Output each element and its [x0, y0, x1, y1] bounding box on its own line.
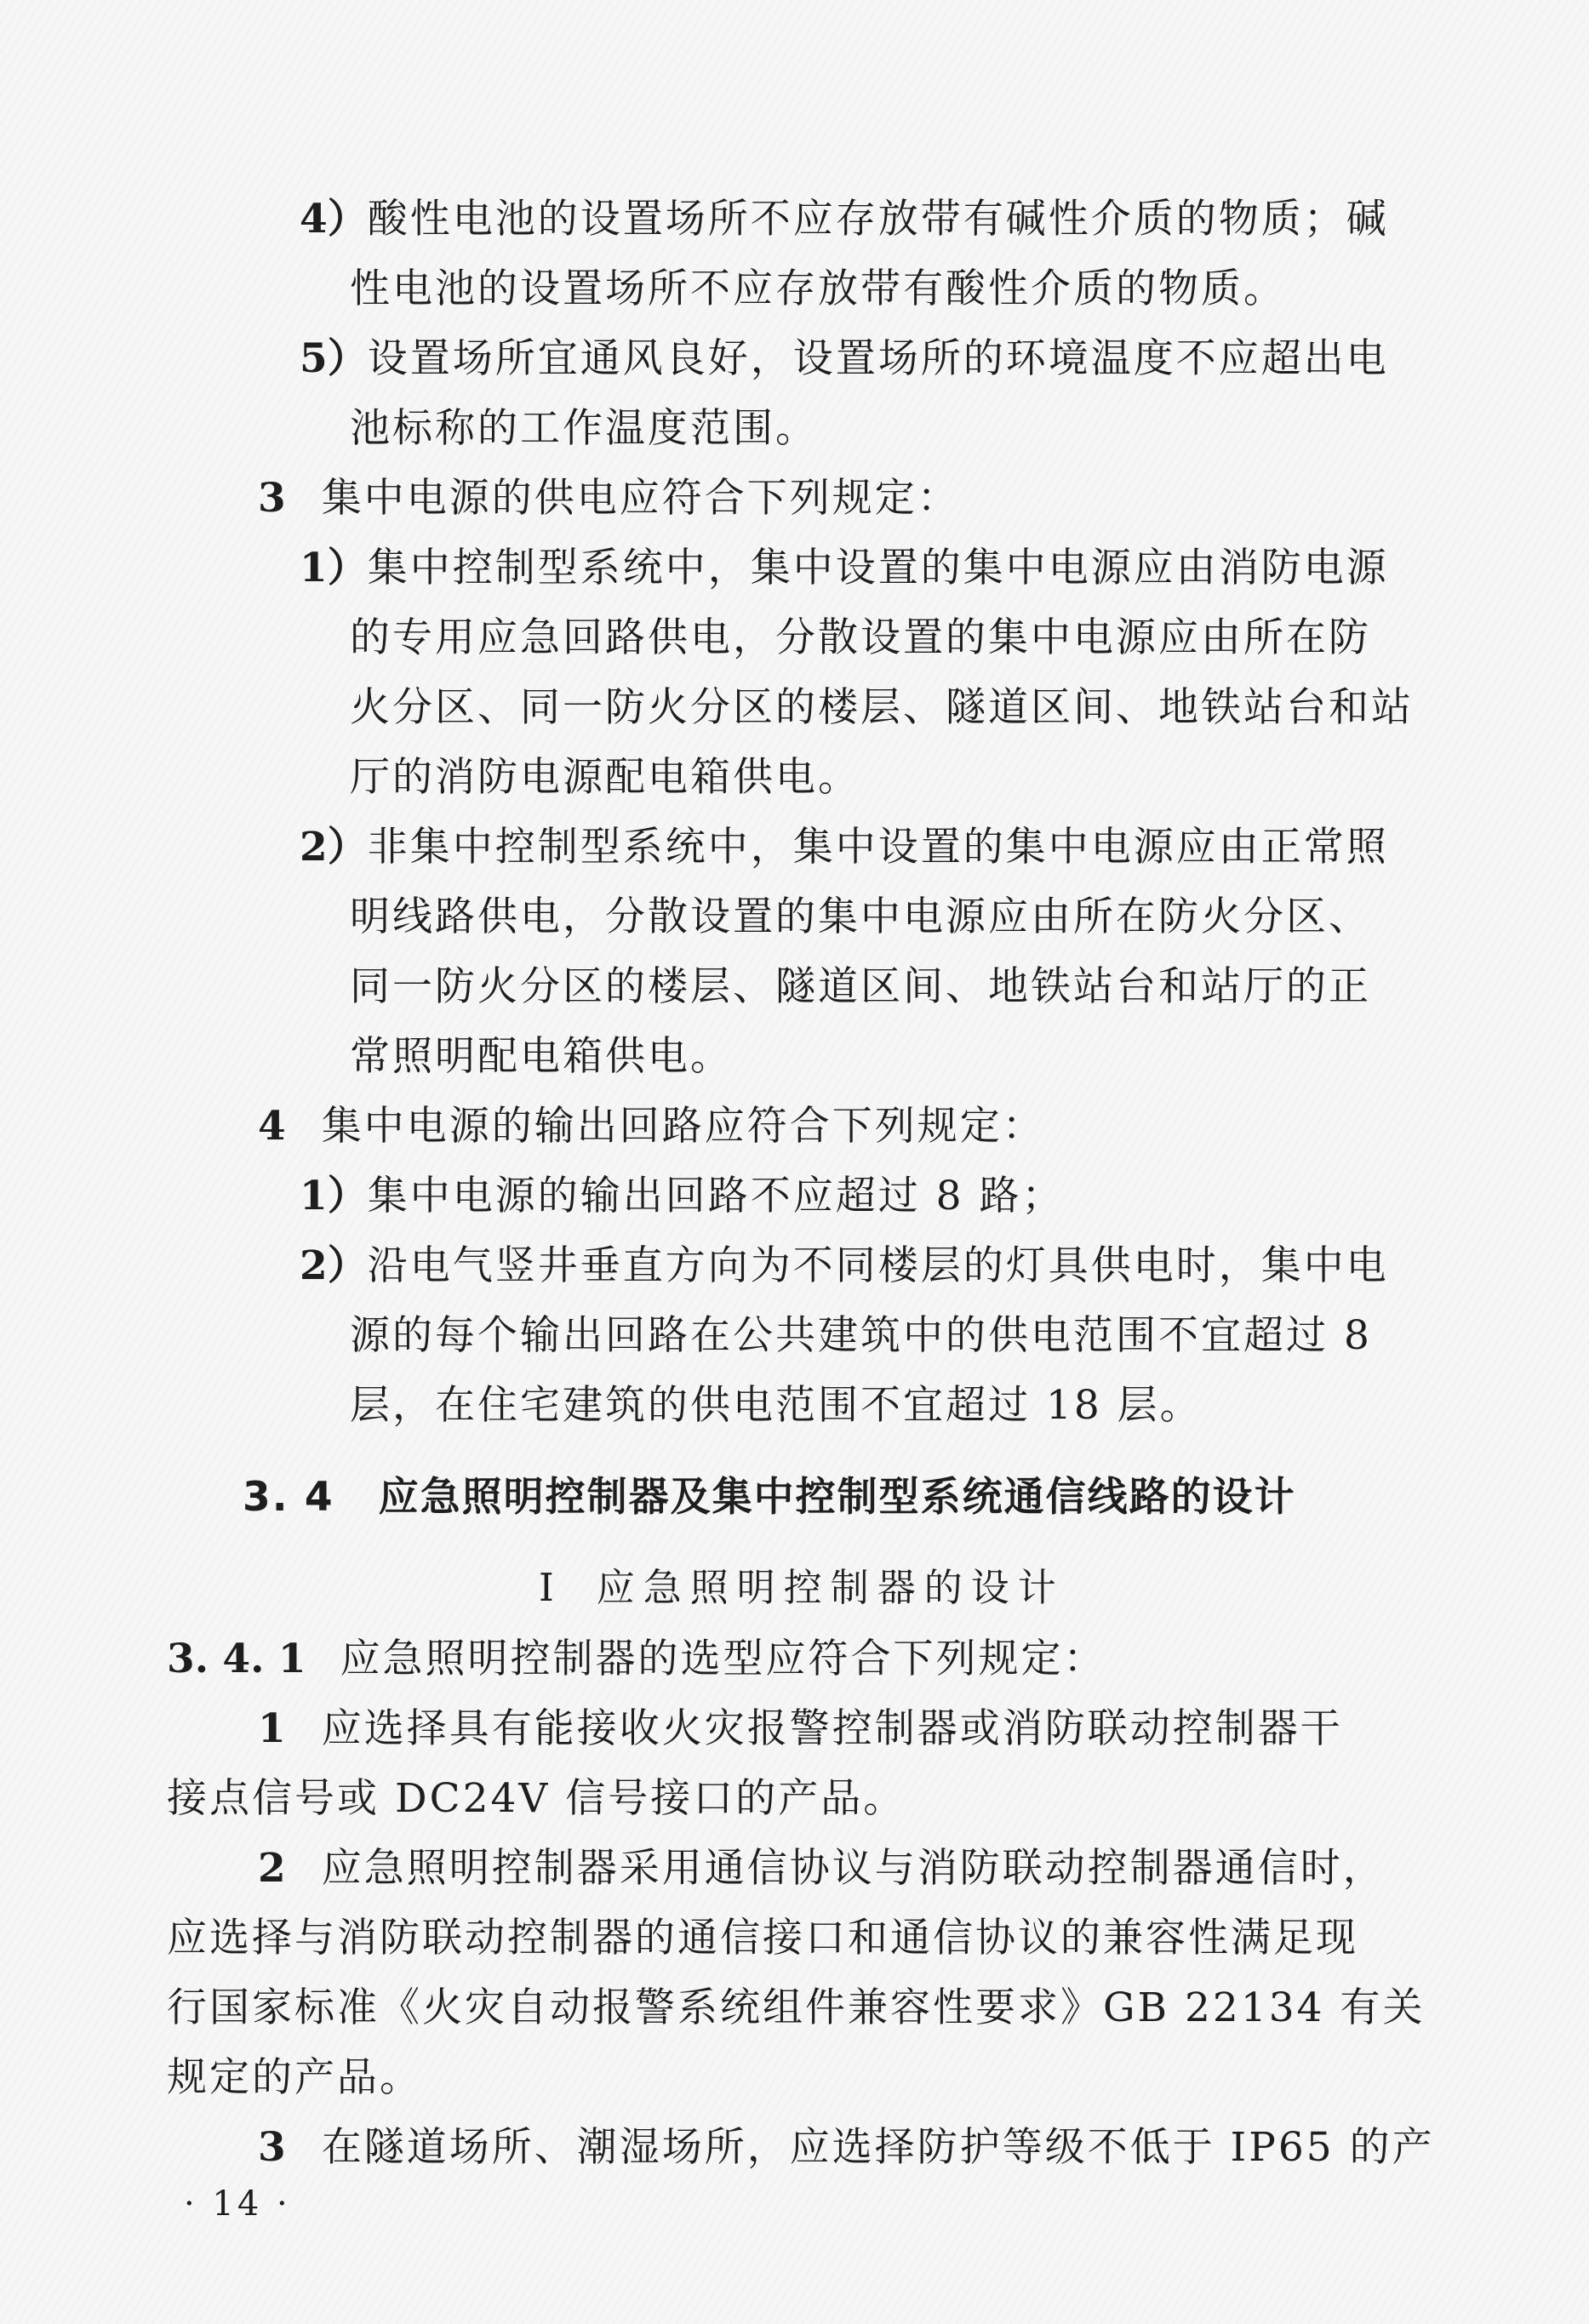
subsection-number: Ⅰ	[539, 1565, 563, 1610]
text-line: 常照明配电箱供电。	[350, 1033, 733, 1080]
item-number: 2	[258, 1845, 286, 1892]
subsection-heading	[539, 1562, 1065, 1613]
text-line: 池标称的工作温度范围。	[350, 405, 818, 452]
item-number: 2）	[300, 1242, 368, 1289]
text-line: 层，在住宅建筑的供电范围不宜超过 18 层。	[350, 1382, 1203, 1429]
text-line: 明线路供电，分散设置的集中电源应由所在防火分区、	[350, 894, 1371, 940]
item-text: 设置场所宜通风良好，设置场所的环境温度不应超出电	[367, 335, 1389, 382]
text-line: 厅的消防电源配电箱供电。	[350, 754, 860, 801]
text-line: 接点信号或 DC24V 信号接口的产品。	[167, 1775, 906, 1822]
list-item-5	[300, 334, 1389, 385]
item-text: 集中电源的供电应符合下列规定：	[321, 475, 960, 522]
text-line: 行国家标准《火灾自动报警系统组件兼容性要求》GB 22134 有关	[167, 1984, 1426, 2031]
list-item-3-1	[300, 543, 1389, 594]
section-heading	[243, 1472, 1296, 1523]
item-text: 非集中控制型系统中，集中设置的集中电源应由正常照	[367, 824, 1389, 871]
clause-paragraph-1	[258, 1704, 1343, 1755]
item-text: 集中电源的输出回路不应超过 8 路；	[367, 1173, 1065, 1219]
text-line: 源的每个输出回路在公共建筑中的供电范围不宜超过 8	[350, 1312, 1372, 1359]
text-line: 性电池的设置场所不应存放带有酸性介质的物质。	[350, 266, 1286, 312]
clause-paragraph-3	[258, 2122, 1435, 2173]
text-line: 应选择与消防联动控制器的通信接口和通信协议的兼容性满足现	[167, 1915, 1358, 1961]
item-number: 4	[258, 1103, 286, 1150]
list-item-4	[300, 194, 1389, 245]
subsection-title: 应急照明控制器的设计	[596, 1565, 1065, 1610]
clause-3-4-1	[167, 1634, 1106, 1685]
list-item-3-2	[300, 822, 1389, 873]
text-line: 的专用应急回路供电，分散设置的集中电源应由所在防	[350, 614, 1371, 661]
item-text: 集中电源的输出回路应符合下列规定：	[321, 1103, 1045, 1150]
clause-number: 3. 4. 1	[167, 1636, 306, 1682]
text-line: 同一防火分区的楼层、隧道区间、地铁站台和站厅的正	[350, 963, 1371, 1010]
list-item-4-2	[300, 1241, 1389, 1292]
item-number: 1）	[300, 545, 368, 591]
clause-text: 应急照明控制器的选型应符合下列规定：	[340, 1636, 1106, 1682]
clause-item-4	[258, 1101, 1045, 1152]
item-number: 3	[258, 475, 286, 522]
item-number: 3	[258, 2124, 286, 2171]
clause-paragraph-2	[258, 1843, 1386, 1894]
section-number: 3. 4	[243, 1474, 334, 1521]
text-line: 火分区、同一防火分区的楼层、隧道区间、地铁站台和站	[350, 684, 1414, 731]
item-number: 5）	[300, 335, 368, 382]
item-number: 1	[258, 1705, 286, 1752]
item-number: 1）	[300, 1173, 368, 1219]
item-text: 酸性电池的设置场所不应存放带有碱性介质的物质；碱	[367, 196, 1389, 243]
item-number: 2）	[300, 824, 368, 871]
item-text: 应选择具有能接收火灾报警控制器或消防联动控制器干	[321, 1705, 1343, 1752]
section-title: 应急照明控制器及集中控制型系统通信线路的设计	[378, 1474, 1296, 1521]
list-item-4-1	[300, 1171, 1065, 1222]
text-line: 规定的产品。	[167, 2054, 422, 2101]
item-text: 沿电气竖井垂直方向为不同楼层的灯具供电时，集中电	[367, 1242, 1389, 1289]
item-number: 4）	[300, 196, 368, 243]
item-text: 集中控制型系统中，集中设置的集中电源应由消防电源	[367, 545, 1389, 591]
clause-item-3	[258, 473, 960, 524]
item-text: 在隧道场所、潮湿场所，应选择防护等级不低于 IP65 的产	[321, 2124, 1435, 2171]
page-number: · 14 ·	[184, 2184, 291, 2224]
item-text: 应急照明控制器采用通信协议与消防联动控制器通信时，	[321, 1845, 1386, 1892]
